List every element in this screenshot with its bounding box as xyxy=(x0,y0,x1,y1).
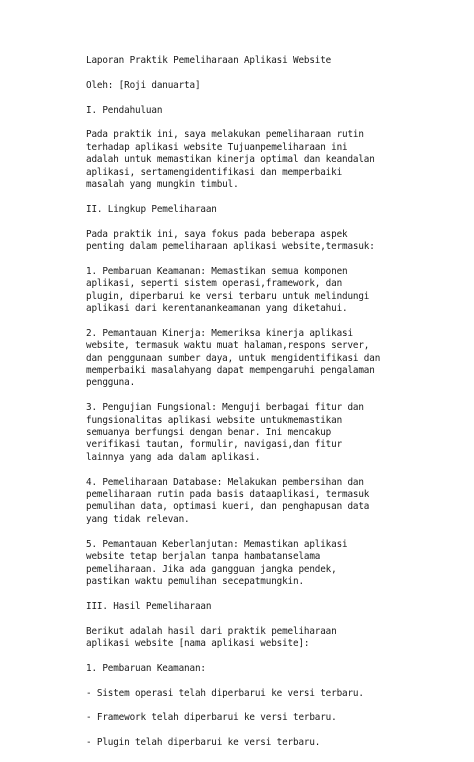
text-line: aplikasi website [nama aplikasi website]: xyxy=(86,637,310,649)
paragraph xyxy=(86,402,454,464)
text-line: - Sistem operasi telah diperbarui ke versi terbaru. xyxy=(86,687,364,699)
text-line: plugin, diperbarui ke versi terbaru untuk melindungi xyxy=(86,290,370,302)
text-line: memperbaiki masalahyang dapat mempengaruhi pengalaman xyxy=(86,365,375,377)
text-line: pastikan waktu pemulihan secepatmungkin. xyxy=(86,575,304,587)
text-line: Berikut adalah hasil dari praktik pemeliharaan xyxy=(86,625,337,637)
text-line: verifikasi tautan, formulir, navigasi,dan fitur xyxy=(86,439,343,451)
paragraph xyxy=(86,688,454,700)
paragraph xyxy=(86,266,454,316)
text-line: 1. Pembaruan Keamanan: Memastikan semua komponen xyxy=(86,265,348,277)
text-line: pengguna. xyxy=(86,377,136,389)
text-line: pemeliharaan rutin pada basis dataaplikasi, termasuk xyxy=(86,489,370,501)
text-line: 1. Pembaruan Keamanan: xyxy=(86,662,206,674)
text-line: terhadap aplikasi website Tujuanpemeliharaan ini xyxy=(86,141,348,153)
text-line: aplikasi, sertamengidentifikasi dan memperbaiki xyxy=(86,166,343,178)
paragraph xyxy=(86,477,454,527)
text-line: masalah yang mungkin timbul. xyxy=(86,179,239,191)
text-line: - Framework telah diperbarui ke versi terbaru. xyxy=(86,712,337,724)
text-line: yang tidak relevan. xyxy=(86,513,190,525)
text-line: 4. Pemeliharaan Database: Melakukan pembersihan dan xyxy=(86,476,364,488)
text-line: fungsionalitas aplikasi website untukmemastikan xyxy=(86,414,343,426)
text-line: penting dalam pemeliharaan aplikasi website,termasuk: xyxy=(86,241,375,253)
text-line: lainnya yang ada dalam aplikasi. xyxy=(86,451,261,463)
paragraph xyxy=(86,737,454,749)
text-line: Pada praktik ini, saya melakukan pemeliharaan rutin xyxy=(86,129,364,141)
text-line: 5. Pemantauan Keberlanjutan: Memastikan aplikasi xyxy=(86,538,348,550)
paragraph xyxy=(86,539,454,589)
text-line: aplikasi, seperti sistem operasi,framework, dan xyxy=(86,278,343,290)
document-title: Laporan Praktik Pemeliharaan Aplikasi Website xyxy=(86,55,332,66)
paragraph xyxy=(86,712,454,724)
paragraph xyxy=(86,663,454,675)
section-heading: II. Lingkup Pemeliharaan xyxy=(86,203,217,215)
text-line: pemeliharaan. Jika ada gangguan jangka pendek, xyxy=(86,563,337,575)
paragraph xyxy=(86,229,454,254)
paragraph xyxy=(86,129,454,191)
section-heading: III. Hasil Pemeliharaan xyxy=(86,600,212,612)
document-body xyxy=(86,105,454,762)
paragraph xyxy=(86,626,454,651)
text-line: adalah untuk memastikan kinerja optimal dan keandalan xyxy=(86,154,375,166)
text-line: Pada praktik ini, saya fokus pada beberapa aspek xyxy=(86,228,348,240)
text-line: aplikasi dari kerentanankeamanan yang diketahui. xyxy=(86,303,348,315)
text-line: website, termasuk waktu muat halaman,respons server, xyxy=(86,340,370,352)
section-heading: I. Pendahuluan xyxy=(86,104,163,116)
text-line: 3. Pengujian Fungsional: Menguji berbagai fitur dan xyxy=(86,402,364,414)
text-line: semuanya berfungsi dengan benar. Ini mencakup xyxy=(86,427,332,439)
text-line: website tetap berjalan tanpa hambatanselama xyxy=(86,551,321,563)
author-line: Oleh: [Roji danuarta] xyxy=(86,79,201,91)
text-line: dan penggunaan sumber daya, untuk mengidentifikasi dan xyxy=(86,352,381,364)
text-line: pemulihan data, optimasi kueri, dan penghapusan data xyxy=(86,501,370,513)
paragraph xyxy=(86,328,454,390)
text-line: 2. Pemantauan Kinerja: Memeriksa kinerja aplikasi xyxy=(86,327,353,339)
text-line: - Plugin telah diperbarui ke versi terbaru. xyxy=(86,737,321,749)
